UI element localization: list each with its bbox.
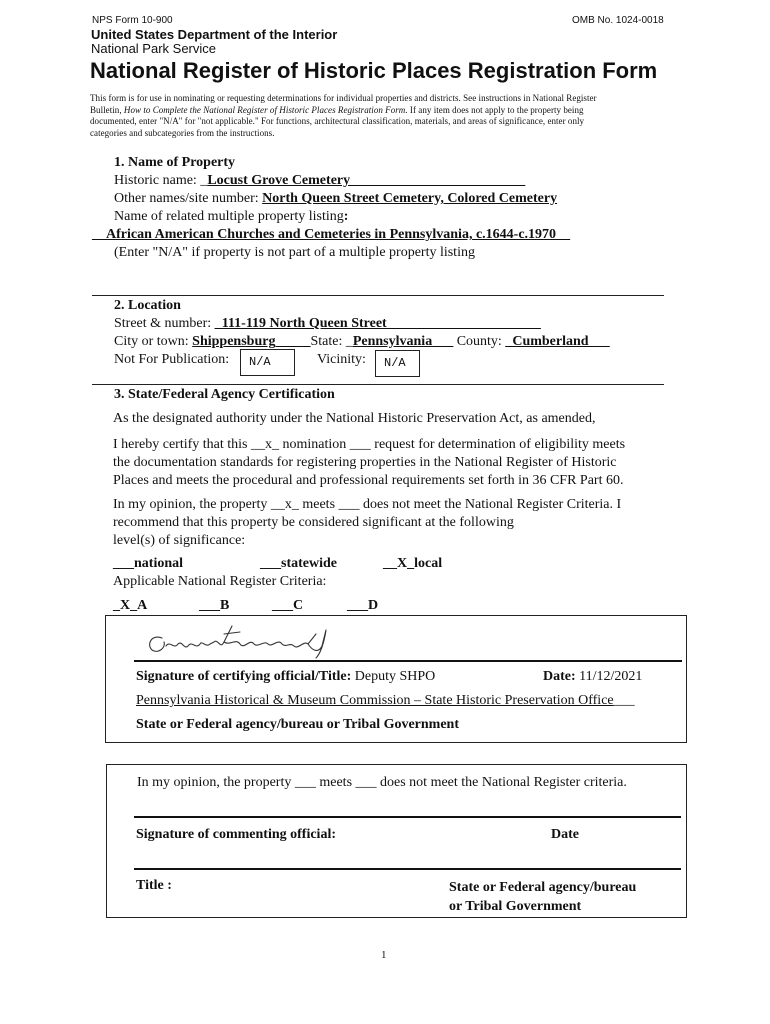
agency-value-row [136,693,635,709]
opinion-line-3: level(s) of significance: [113,533,246,548]
street-label: Street & number: [114,316,215,331]
level-local: __X_local [383,556,443,571]
intro-line-1: This form is for use in nominating or requesting determinations for individual properties and districts. See instructions in National Register [90,93,597,103]
related-listing-value: __African American Churches and Cemeteries in Pennsylvania, c.1644-c.1970__ [92,227,571,242]
commenting-agency-label [449,878,636,916]
street-row [114,316,541,332]
historic-name-row [114,173,525,189]
intro-line-2-end: If any item does not apply to the property being [407,104,584,115]
certifying-date-value: 11/12/2021 [579,669,643,684]
level-statewide: ___statewide [260,556,337,571]
vicinity-label: Vicinity: [317,352,366,367]
certify-paragraph [113,436,625,490]
section-2-heading: 2. Location [114,298,181,313]
comment-line-2 [134,868,681,870]
state-label: State: _ [310,334,353,349]
section-3-heading: 3. State/Federal Agency Certification [114,387,335,402]
opinion-line-1: In my opinion, the property __x_ meets ___ does not meet the National Register Criteria. I [113,497,622,512]
certifying-date-label: Date: [543,669,580,684]
commenting-title-label: Title : [136,878,172,893]
county-label: County: [453,334,506,349]
criteria-d: ___D [347,598,379,613]
commenting-agency-line-2: or Tribal Government [449,899,582,914]
publication-label: Not For Publication: [114,352,230,367]
criteria-b: ___B [199,598,230,613]
certifying-title-value: Deputy SHPO [354,669,436,684]
authority-statement: As the designated authority under the National Historic Preservation Act, as amended, [113,411,596,426]
form-number: NPS Form 10-900 [92,15,173,26]
intro-bulletin: Bulletin, [90,104,124,115]
agency-label: State or Federal agency/bureau or Tribal Government [136,717,460,732]
section-2-divider [92,384,664,385]
signature-image [140,620,340,662]
criteria-label: Applicable National Register Criteria: [113,574,327,589]
historic-name-value: Locust Grove Cemetery_________________________ [207,173,526,188]
intro-line-4: categories and subcategories from the instructions. [90,128,275,139]
certifying-signature-label: Signature of certifying official/Title: [136,669,355,684]
agency-value: Pennsylvania Historical & Museum Commission – State Historic Preservation Office [136,693,614,708]
other-names-value: North Queen Street Cemetery, Colored Cemetery [262,191,558,206]
page-title: National Register of Historic Places Registration Form [90,58,658,83]
intro-line-2 [90,105,597,117]
city-label: City or town: [114,334,193,349]
intro-bulletin-title: How to Complete the National Register of Historic Places Registration Form. [123,104,408,115]
certify-line-3: Places and meets the procedural and professional requirements set forth in 36 CFR Part 60. [113,473,624,488]
city-state-county-row [114,334,610,350]
intro-text [90,93,597,140]
commenting-date-label: Date [551,827,579,842]
section-1-heading: 1. Name of Property [114,155,236,170]
historic-name-label: Historic name: _ [114,173,208,188]
certify-line-2: the documentation standards for registering properties in the National Register of Historic [113,455,617,470]
section-1-divider [92,295,664,296]
county-value: _Cumberland___ [505,334,610,349]
opinion-paragraph [113,496,621,550]
not-for-publication-field[interactable]: N/A [240,349,295,376]
criteria-c: ___C [272,598,304,613]
page-number: 1 [381,949,387,961]
certify-line-1: I hereby certify that this __x_ nomination ___ request for determination of eligibility meets [113,437,626,452]
street-value: _111-119 North Queen Street______________________ [214,316,541,331]
commenting-agency-line-1: State or Federal agency/bureau [449,880,637,895]
comment-line-1 [134,816,681,818]
vicinity-field[interactable]: N/A [375,350,420,377]
signature-line [134,660,682,662]
related-listing-colon: : [343,209,349,224]
opinion-line-2: recommend that this property be considered significant at the following [113,515,514,530]
comment-opinion: In my opinion, the property ___ meets ___ does not meet the National Register criteria. [137,775,627,790]
intro-line-3: documented, enter "N/A" for "not applicable." For functions, architectural classification, materials, and areas of significance, enter only [90,116,585,127]
related-listing-note: (Enter "N/A" if property is not part of a multiple property listing [114,245,475,260]
related-listing-label: Name of related multiple property listing [114,209,344,224]
commenting-signature-label: Signature of commenting official: [136,827,336,842]
other-names-row [114,191,557,207]
state-value: Pennsylvania___ [352,334,454,349]
level-national: ___national [113,556,184,571]
criteria-a: _X_A [113,598,148,613]
department-name: United States Department of the Interior [91,27,338,42]
city-value: Shippensburg_____ [192,334,311,349]
agency-value-tail: ___ [613,693,635,708]
related-listing-row [114,209,348,225]
other-names-label: Other names/site number: [114,191,263,206]
service-name: National Park Service [91,41,216,56]
certifying-signature-label-row [136,669,435,685]
omb-number: OMB No. 1024-0018 [572,15,664,26]
certifying-date-row [543,669,642,685]
